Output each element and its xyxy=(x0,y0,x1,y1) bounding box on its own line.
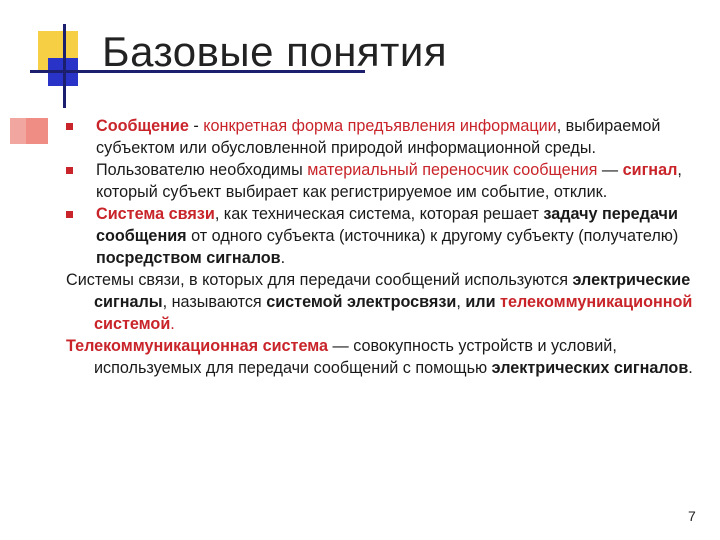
message-definition: конкретная форма предъявления информации xyxy=(203,117,557,135)
term-task: задачу передачи сообщения xyxy=(96,205,678,245)
slide-body xyxy=(66,115,706,379)
term-via-signals: посредством сигналов xyxy=(96,249,281,267)
term-electrical-signals-2: электрических сигналов xyxy=(491,359,689,377)
term-electrical-signals: электрические сигналы xyxy=(94,271,691,311)
decor-vertical-line xyxy=(63,24,66,108)
bullet-marker-icon xyxy=(66,167,73,174)
term-electrocommunication: системой электросвязи xyxy=(266,293,457,311)
slide-title: Базовые понятия xyxy=(102,28,448,75)
bullet-communication-system: Система связи, как техническая система, которая решает задачу передачи сообщения от одного субъекта (источника) к другому субъекту (получателю) посредством сигналов. xyxy=(66,203,706,269)
paragraph-electrical-systems: Системы связи, в которых для передачи сообщений используются электрические сигналы, называются системой электросвязи, или телекоммуникационной системой. xyxy=(66,271,693,333)
term-communication-system: Система связи xyxy=(96,205,215,223)
bullet-user-signal: Пользователю необходимы материальный переносчик сообщения — сигнал, который субъект выбирает как регистрируемое им событие, отклик. xyxy=(66,159,706,203)
bullet-message: Сообщение - конкретная форма предъявления информации, выбираемой субъектом или обусловленной природой информационной среды. xyxy=(66,115,706,159)
term-signal: сигнал xyxy=(622,161,678,179)
term-telecom-system: телекоммуникационной системой xyxy=(94,293,693,333)
term-message: Сообщение xyxy=(96,117,189,135)
page-number: 7 xyxy=(688,508,696,524)
term-telecom: Телекоммуникационная система xyxy=(66,337,329,355)
decor-pink-square-dark xyxy=(26,118,48,144)
term-carrier: материальный переносчик сообщения xyxy=(307,161,598,179)
bullet-marker-icon xyxy=(66,211,73,218)
paragraph-telecom-definition: Телекоммуникационная система — совокупность устройств и условий, используемых для передачи сообщений с помощью электрических сигналов. xyxy=(66,337,693,377)
bullet-marker-icon xyxy=(66,123,73,130)
